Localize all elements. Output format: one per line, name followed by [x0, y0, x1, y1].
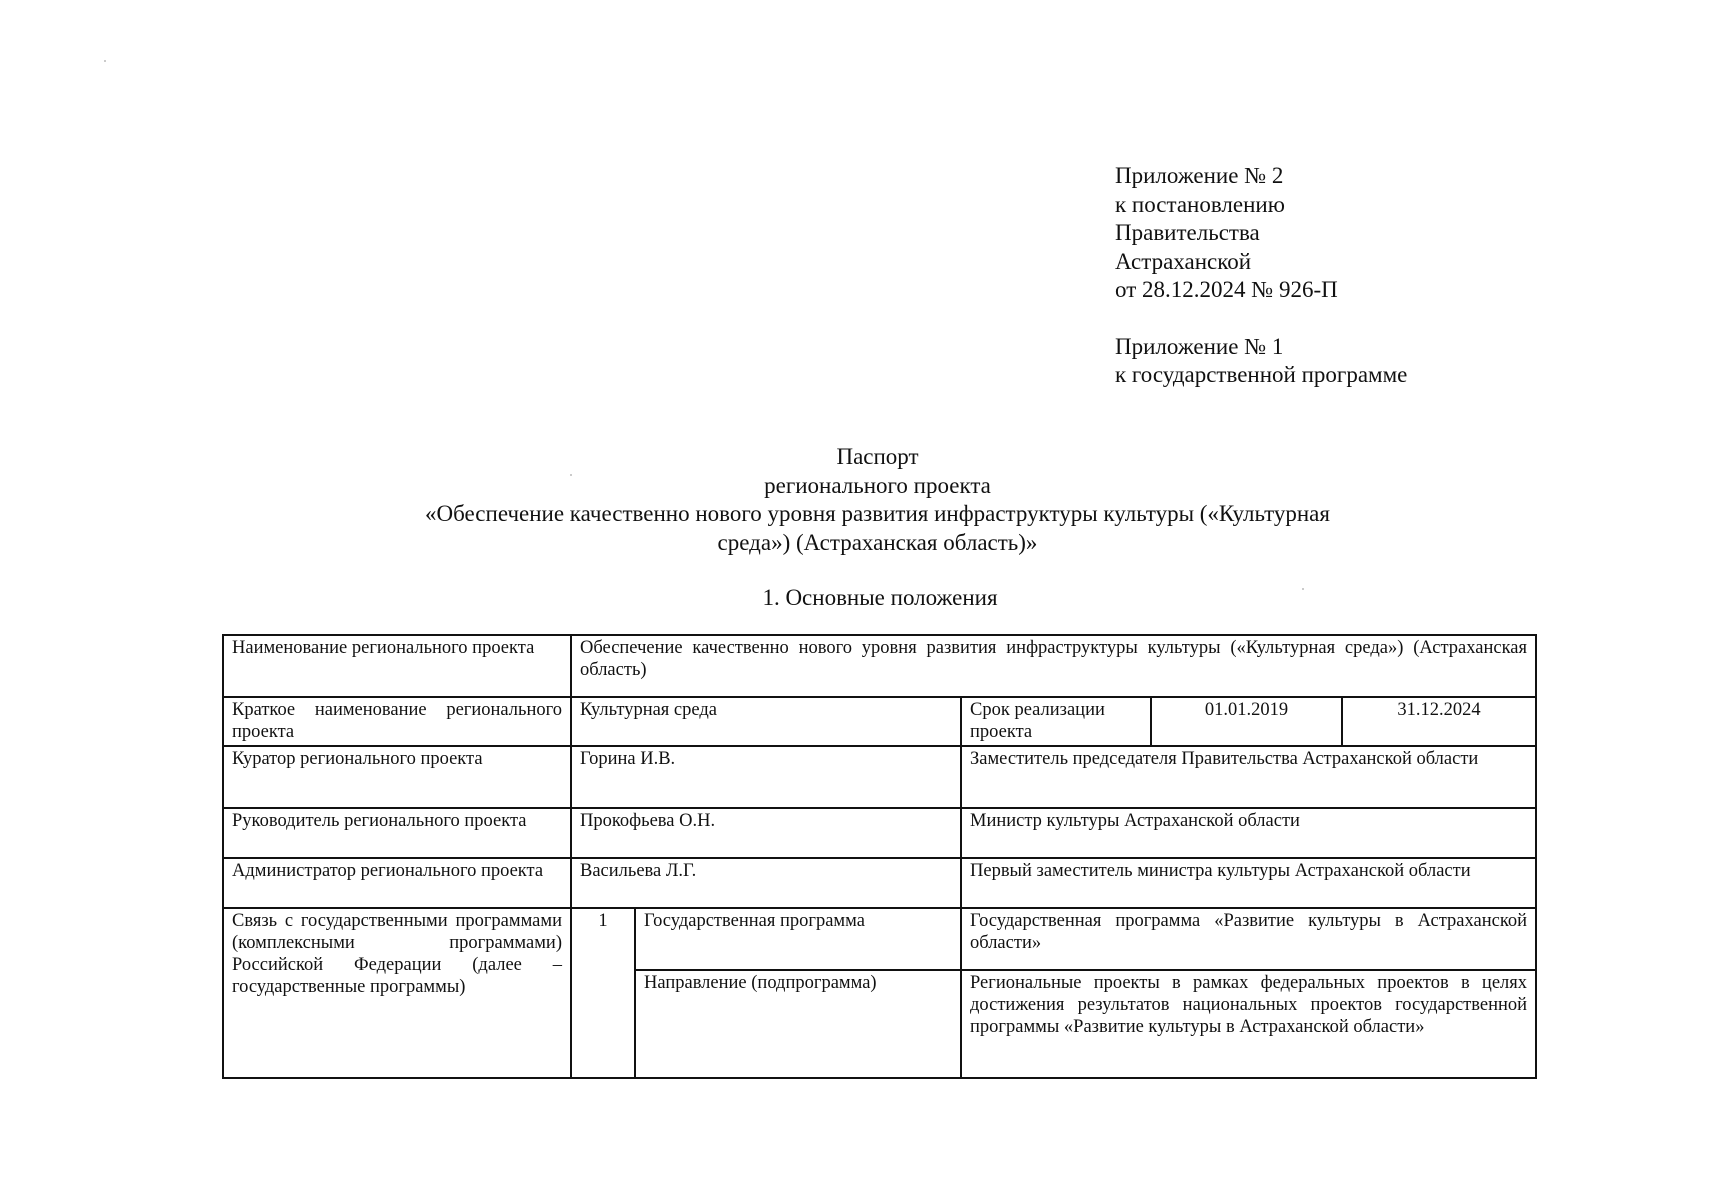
label-cell: Связь с государственными программами (комплексными программами) Российской Федерации (далее – государственные программы) — [223, 908, 571, 1078]
title-line: среда») (Астраханская область)» — [717, 529, 1038, 555]
position-cell: Заместитель председателя Правительства Астраханской области — [961, 746, 1536, 808]
label-cell: Куратор регионального проекта — [223, 746, 571, 808]
position-cell: Первый заместитель министра культуры Астраханской области — [961, 858, 1536, 908]
appendix-line: Правительства — [1115, 220, 1260, 245]
name-cell: Васильева Л.Г. — [571, 858, 961, 908]
direction-label-cell: Направление (подпрограмма) — [635, 970, 961, 1078]
table-row — [223, 746, 1536, 808]
appendix-line: от 28.12.2024 № 926-П — [1115, 277, 1338, 302]
number-cell: 1 — [571, 908, 635, 1078]
appendix-line: Приложение № 1 — [1115, 333, 1284, 359]
document-title — [0, 443, 1723, 557]
table-row — [223, 635, 1536, 697]
program-value-cell: Государственная программа «Развитие культуры в Астраханской области» — [961, 908, 1536, 970]
end-date-cell: 31.12.2024 — [1342, 697, 1536, 746]
scan-speck — [570, 474, 572, 476]
program-label-cell: Государственная программа — [635, 908, 961, 970]
appendix-line: к постановлению — [1115, 191, 1285, 217]
table-row — [223, 808, 1536, 858]
appendix-line: Астраханской — [1115, 248, 1252, 274]
title-line: «Обеспечение качественно нового уровня развития инфраструктуры культуры («Культурная — [425, 501, 1330, 526]
name-cell: Горина И.В. — [571, 746, 961, 808]
table-row — [223, 697, 1536, 746]
title-line: Паспорт — [836, 444, 919, 469]
appendix-line: к государственной программе — [1115, 362, 1408, 387]
appendix-line: Приложение № 2 — [1115, 163, 1284, 188]
section-heading: 1. Основные положения — [762, 585, 998, 610]
value-cell: Культурная среда — [571, 697, 961, 746]
period-label-cell: Срок реализации проекта — [961, 697, 1151, 746]
appendix-gap — [1115, 305, 1407, 333]
title-line: регионального проекта — [764, 472, 991, 498]
position-cell: Министр культуры Астраханской области — [961, 808, 1536, 858]
label-cell: Администратор регионального проекта — [223, 858, 571, 908]
start-date-cell: 01.01.2019 — [1151, 697, 1342, 746]
appendix-block — [1115, 162, 1407, 390]
direction-value-cell: Региональные проекты в рамках федеральных проектов в целях достижения результатов национальных проектов государственной программы «Развитие культуры в Астраханской области» — [961, 970, 1536, 1078]
label-cell: Руководитель регионального проекта — [223, 808, 571, 858]
scan-speck — [104, 60, 106, 62]
project-passport-table — [222, 634, 1537, 1079]
name-cell: Прокофьева О.Н. — [571, 808, 961, 858]
table-row — [223, 858, 1536, 908]
table-row — [223, 908, 1536, 970]
scan-speck — [1302, 588, 1304, 590]
value-cell: Обеспечение качественно нового уровня развития инфраструктуры культуры («Культурная среда») (Астраханская область) — [571, 635, 1536, 697]
label-cell: Наименование регионального проекта — [223, 635, 571, 697]
label-cell: Краткое наименование регионального проекта — [223, 697, 571, 746]
